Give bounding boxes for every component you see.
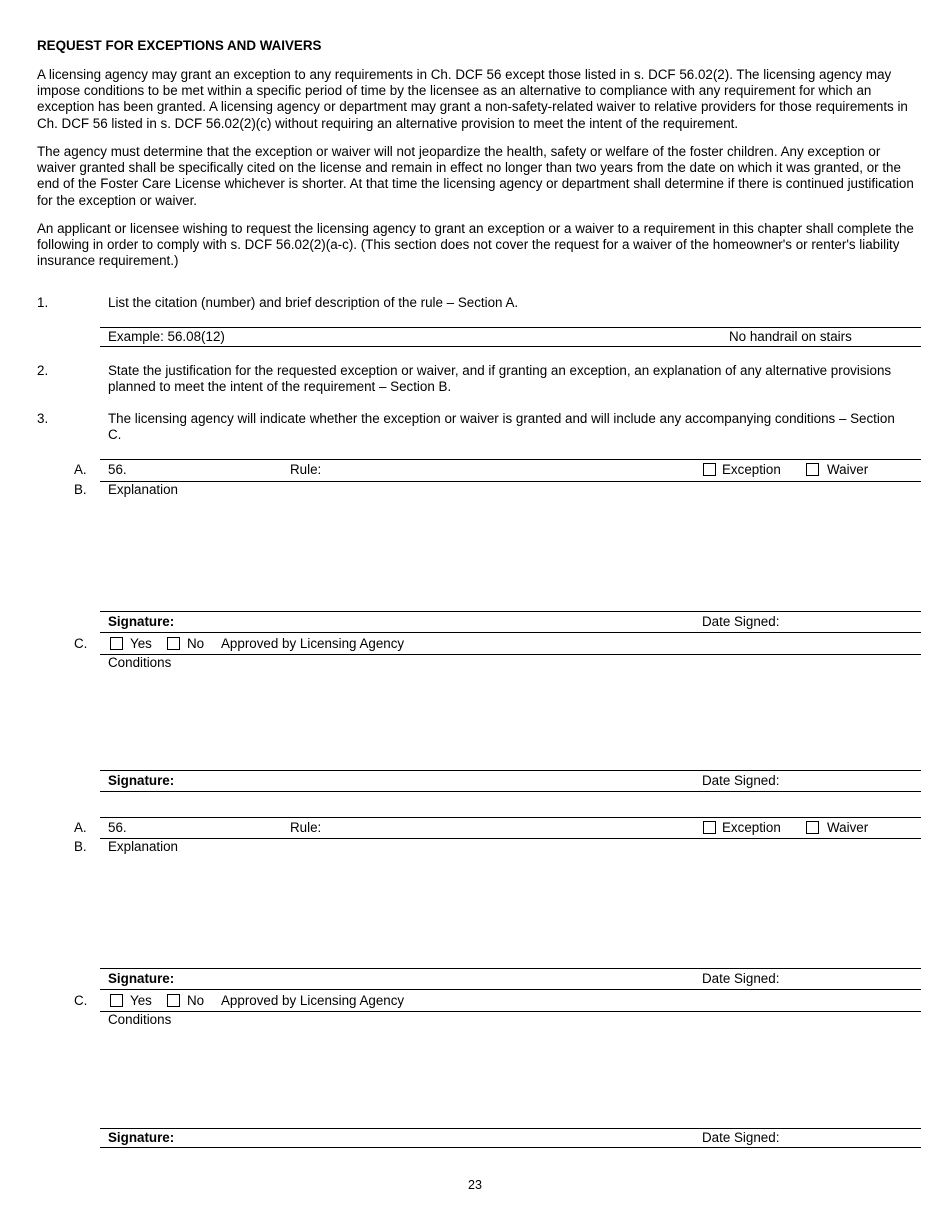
section-a-letter: A. bbox=[74, 462, 87, 477]
rule-row-bottom bbox=[100, 838, 921, 839]
approval-signature-row-top bbox=[100, 770, 921, 771]
yes-checkbox[interactable] bbox=[110, 994, 123, 1007]
date-signed-label: Date Signed: bbox=[702, 614, 780, 629]
example-description: No handrail on stairs bbox=[729, 329, 852, 344]
approved-label: Approved by Licensing Agency bbox=[221, 993, 405, 1008]
waiver-label: Waiver bbox=[827, 820, 869, 835]
example-top-rule bbox=[100, 327, 921, 328]
no-label: No bbox=[187, 636, 205, 651]
approval-date-signed-label: Date Signed: bbox=[702, 1130, 780, 1145]
rule-number-field[interactable]: 56. bbox=[108, 820, 127, 835]
yes-checkbox[interactable] bbox=[110, 637, 123, 650]
rule-row-top bbox=[100, 459, 921, 460]
yes-label: Yes bbox=[130, 993, 152, 1008]
signature-label: Signature: bbox=[108, 614, 175, 629]
section-c-letter: C. bbox=[74, 993, 88, 1008]
exception-label: Exception bbox=[722, 820, 781, 835]
approval-signature-row-top bbox=[100, 1128, 921, 1129]
signature-row-top bbox=[100, 968, 921, 969]
item-number-1: 1. bbox=[37, 295, 49, 310]
waiver-checkbox[interactable] bbox=[806, 821, 819, 834]
exception-label: Exception bbox=[722, 462, 781, 477]
approval-row-bottom bbox=[100, 654, 921, 655]
approval-signature-label: Signature: bbox=[108, 773, 175, 788]
approval-signature-label: Signature: bbox=[108, 1130, 175, 1145]
intro-paragraph-1: A licensing agency may grant an exception to any requirements in Ch. DCF 56 except those listed in s. DCF 56.02(2). The licensing agency may impose conditions to be met within a specific period of time by the licensee as an alternative to compliance with any requirement for which an exception has been granted. A licensing agency or department may grant a non-safety-related waiver to relative providers for those requirements in Ch. DCF 56 listed in s. DCF 56.02(2)(c) without requiring an alternative provision to meet the intent of the requirement. bbox=[37, 67, 908, 131]
exception-checkbox[interactable] bbox=[703, 463, 716, 476]
page-title: REQUEST FOR EXCEPTIONS AND WAIVERS bbox=[37, 38, 322, 53]
waiver-checkbox[interactable] bbox=[806, 463, 819, 476]
approval-signature-row-bottom bbox=[100, 1147, 921, 1148]
signature-row-bottom bbox=[100, 989, 921, 990]
signature-row-top bbox=[100, 611, 921, 612]
conditions-field[interactable] bbox=[108, 1030, 920, 1124]
rule-label: Rule: bbox=[290, 462, 322, 477]
section-b-letter: B. bbox=[74, 482, 87, 497]
signature-row-bottom bbox=[100, 632, 921, 633]
intro-paragraph-3: An applicant or licensee wishing to request the licensing agency to grant an exception or a waiver to a requirement in this chapter shall complete the following in order to comply with s. DCF 56.02(2)(a-c). (This section does not cover the request for a waiver of the homeowner's or renter's liability insurance requirement.) bbox=[37, 221, 914, 269]
waiver-label: Waiver bbox=[827, 462, 869, 477]
rule-number-field[interactable]: 56. bbox=[108, 462, 127, 477]
explanation-field[interactable] bbox=[108, 500, 920, 608]
rule-row-top bbox=[100, 817, 921, 818]
page-number: 23 bbox=[468, 1178, 482, 1192]
exception-checkbox[interactable] bbox=[703, 821, 716, 834]
no-checkbox[interactable] bbox=[167, 994, 180, 1007]
signature-label: Signature: bbox=[108, 971, 175, 986]
conditions-label: Conditions bbox=[108, 1012, 172, 1027]
intro-paragraph-2: The agency must determine that the exception or waiver will not jeopardize the health, safety or welfare of the foster children. Any exception or waiver granted shall be specifically cited on the license and remain in effect no longer than two years from the date on which it was granted, or the end of the Foster Care License whichever is shorter. At that time the licensing agency or department shall determine if there is continued justification for the exception or waiver. bbox=[37, 144, 914, 208]
explanation-label: Explanation bbox=[108, 482, 178, 497]
conditions-field[interactable] bbox=[108, 673, 920, 767]
no-checkbox[interactable] bbox=[167, 637, 180, 650]
item-text-2: State the justification for the requested exception or waiver, and if granting an exception, an explanation of any alternative provisions planned to meet the intent of the requirement – Section B. bbox=[108, 363, 892, 395]
no-label: No bbox=[187, 993, 205, 1008]
approval-row-bottom bbox=[100, 1011, 921, 1012]
section-c-letter: C. bbox=[74, 636, 88, 651]
section-a-letter: A. bbox=[74, 820, 87, 835]
rule-label: Rule: bbox=[290, 820, 322, 835]
approval-signature-row-bottom bbox=[100, 791, 921, 792]
date-signed-label: Date Signed: bbox=[702, 971, 780, 986]
rule-row-bottom bbox=[100, 481, 921, 482]
approval-date-signed-label: Date Signed: bbox=[702, 773, 780, 788]
item-number-3: 3. bbox=[37, 411, 49, 426]
example-bottom-rule bbox=[100, 346, 921, 347]
section-b-letter: B. bbox=[74, 839, 87, 854]
item-text-1: List the citation (number) and brief description of the rule – Section A. bbox=[108, 295, 519, 310]
example-citation: Example: 56.08(12) bbox=[108, 329, 225, 344]
item-text-3: The licensing agency will indicate whether the exception or waiver is granted and will include any accompanying conditions – Section C. bbox=[108, 411, 895, 443]
conditions-label: Conditions bbox=[108, 655, 172, 670]
explanation-label: Explanation bbox=[108, 839, 178, 854]
approved-label: Approved by Licensing Agency bbox=[221, 636, 405, 651]
item-number-2: 2. bbox=[37, 363, 49, 378]
explanation-field[interactable] bbox=[108, 857, 920, 965]
yes-label: Yes bbox=[130, 636, 152, 651]
